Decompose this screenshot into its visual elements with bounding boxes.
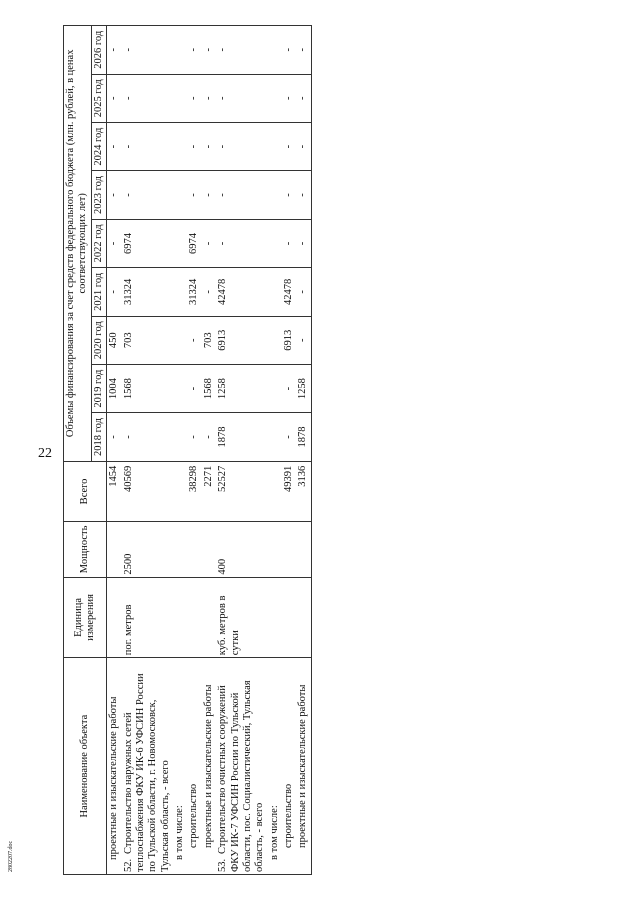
year-value-cell: 31324: [122, 268, 174, 316]
year-value-cell: 1258: [296, 364, 311, 412]
year-value-cell: -: [202, 219, 216, 267]
year-value-cell: -: [216, 74, 268, 122]
rotated-table-wrapper: [63, 25, 633, 875]
year-value-cell: [268, 316, 282, 364]
unit-cell: пог. метров: [122, 577, 174, 658]
table-row: [282, 26, 296, 875]
year-value-cell: -: [296, 219, 311, 267]
unit-cell: [282, 577, 296, 658]
total-cell: 52527: [216, 461, 268, 521]
header-year: 2018 год: [91, 413, 106, 461]
year-value-cell: -: [282, 74, 296, 122]
year-value-cell: 703: [202, 316, 216, 364]
object-name-cell: [202, 658, 216, 875]
table-body: [107, 26, 312, 875]
year-value-cell: [268, 171, 282, 219]
header-row-1: [64, 26, 92, 875]
table-row: [173, 26, 187, 875]
capacity-cell: 400: [216, 522, 268, 577]
year-value-cell: -: [187, 122, 201, 170]
object-name: проектные и изыскательские работы: [202, 684, 214, 848]
footer-filename: 2802207.doc: [8, 840, 14, 872]
table-row: [202, 26, 216, 875]
year-value-cell: [173, 413, 187, 461]
year-value-cell: -: [187, 364, 201, 412]
year-value-cell: -: [296, 316, 311, 364]
year-value-cell: [173, 316, 187, 364]
year-value-cell: 1878: [216, 413, 268, 461]
object-name-cell: [122, 658, 174, 875]
capacity-cell: 2500: [122, 522, 174, 577]
year-value-cell: -: [296, 268, 311, 316]
object-name: в том числе:: [174, 805, 185, 860]
year-value-cell: -: [122, 74, 174, 122]
year-value-cell: -: [107, 74, 122, 122]
table-row: [187, 26, 201, 875]
object-name-cell: [268, 658, 282, 875]
unit-cell: [296, 577, 311, 658]
year-value-cell: -: [122, 26, 174, 75]
header-unit: Единица измерения: [64, 577, 107, 658]
object-name-cell: [296, 658, 311, 875]
unit-cell: [187, 577, 201, 658]
year-value-cell: -: [282, 364, 296, 412]
year-value-cell: [268, 26, 282, 75]
year-value-cell: 1878: [296, 413, 311, 461]
year-value-cell: 6913: [216, 316, 268, 364]
object-name: Строительство наружных сетей теплоснабжения ФКУ ИК-6 УФСИН России по Тульской области, г. Новомосковск, Тульская область, - всего: [122, 673, 171, 872]
year-value-cell: [173, 364, 187, 412]
unit-cell: [202, 577, 216, 658]
year-value-cell: [268, 413, 282, 461]
capacity-cell: [187, 522, 201, 577]
header-funding: Объемы финансирования за счет средств федерального бюджета (млн. рублей, в ценах соответствующих лет): [64, 26, 92, 462]
year-value-cell: -: [282, 122, 296, 170]
header-year: 2020 год: [91, 316, 106, 364]
object-name: проектные и изыскательские работы: [297, 684, 309, 848]
year-value-cell: -: [122, 171, 174, 219]
capacity-cell: [282, 522, 296, 577]
object-name-cell: [216, 658, 268, 875]
object-name: Строительство очистных сооружений ФКУ ИК-7 УФСИН России по Тульской области, пос. Социалистический, Тульская область, - всего: [217, 680, 266, 872]
total-cell: 3136: [296, 461, 311, 521]
year-value-cell: 1568: [122, 364, 174, 412]
year-value-cell: -: [202, 26, 216, 75]
year-value-cell: [268, 219, 282, 267]
year-value-cell: -: [187, 413, 201, 461]
year-value-cell: -: [282, 171, 296, 219]
funding-table: [63, 25, 312, 875]
header-year: 2026 год: [91, 26, 106, 75]
year-value-cell: 703: [122, 316, 174, 364]
unit-cell: [268, 577, 282, 658]
year-value-cell: -: [107, 413, 122, 461]
year-value-cell: -: [202, 74, 216, 122]
header-year: 2023 год: [91, 171, 106, 219]
capacity-cell: [173, 522, 187, 577]
year-value-cell: -: [202, 413, 216, 461]
year-value-cell: 6974: [187, 219, 201, 267]
year-value-cell: -: [296, 171, 311, 219]
object-name: строительство: [188, 783, 200, 848]
year-value-cell: -: [282, 413, 296, 461]
total-cell: 2271: [202, 461, 216, 521]
year-value-cell: -: [296, 122, 311, 170]
year-value-cell: -: [216, 171, 268, 219]
table-row: [107, 26, 122, 875]
year-value-cell: 1568: [202, 364, 216, 412]
total-cell: 38298: [187, 461, 201, 521]
year-value-cell: 450: [107, 316, 122, 364]
header-year: 2019 год: [91, 364, 106, 412]
capacity-cell: [296, 522, 311, 577]
year-value-cell: -: [216, 122, 268, 170]
year-value-cell: -: [107, 122, 122, 170]
unit-cell: [107, 577, 122, 658]
table-row: [296, 26, 311, 875]
year-value-cell: [268, 364, 282, 412]
unit-cell: куб. метров в сутки: [216, 577, 268, 658]
year-value-cell: -: [187, 171, 201, 219]
object-name: проектные и изыскательские работы: [108, 696, 120, 860]
year-value-cell: [173, 26, 187, 75]
object-name: строительство: [283, 783, 294, 848]
row-number: 52.: [122, 858, 134, 872]
year-value-cell: -: [282, 219, 296, 267]
table-row: [268, 26, 282, 875]
capacity-cell: [202, 522, 216, 577]
year-value-cell: -: [122, 413, 174, 461]
total-cell: 40569: [122, 461, 174, 521]
object-name-cell: [107, 658, 122, 875]
year-value-cell: 1004: [107, 364, 122, 412]
year-value-cell: -: [296, 74, 311, 122]
year-value-cell: 1258: [216, 364, 268, 412]
year-value-cell: -: [216, 219, 268, 267]
header-object-name: Наименование объекта: [64, 658, 107, 875]
year-value-cell: -: [187, 26, 201, 75]
total-cell: 49391: [282, 461, 296, 521]
header-total: Всего: [64, 461, 107, 521]
year-value-cell: 6974: [122, 219, 174, 267]
object-name-cell: [173, 658, 187, 875]
capacity-cell: [107, 522, 122, 577]
unit-cell: [173, 577, 187, 658]
year-value-cell: [173, 122, 187, 170]
capacity-cell: [268, 522, 282, 577]
header-year: 2024 год: [91, 122, 106, 170]
row-number: 53.: [217, 858, 229, 872]
year-value-cell: 6913: [282, 316, 296, 364]
year-value-cell: -: [107, 268, 122, 316]
year-value-cell: -: [187, 316, 201, 364]
year-value-cell: [173, 171, 187, 219]
header-year: 2025 год: [91, 74, 106, 122]
year-value-cell: [173, 219, 187, 267]
year-value-cell: [268, 122, 282, 170]
page-number: 22: [38, 446, 52, 461]
year-value-cell: -: [202, 268, 216, 316]
header-year: 2022 год: [91, 219, 106, 267]
year-value-cell: -: [296, 26, 311, 75]
year-value-cell: -: [107, 171, 122, 219]
header-capacity: Мощность: [64, 522, 107, 577]
table-row: [122, 26, 174, 875]
year-value-cell: [173, 268, 187, 316]
year-value-cell: -: [122, 122, 174, 170]
total-cell: [173, 461, 187, 521]
year-value-cell: -: [187, 74, 201, 122]
year-value-cell: -: [202, 171, 216, 219]
object-name-cell: [282, 658, 296, 875]
year-value-cell: -: [216, 26, 268, 75]
year-value-cell: -: [202, 122, 216, 170]
year-value-cell: 31324: [187, 268, 201, 316]
year-value-cell: -: [282, 26, 296, 75]
year-value-cell: 42478: [216, 268, 268, 316]
object-name: в том числе:: [268, 805, 280, 860]
year-value-cell: 42478: [282, 268, 296, 316]
year-value-cell: [268, 268, 282, 316]
year-value-cell: -: [107, 219, 122, 267]
year-value-cell: -: [107, 26, 122, 75]
year-value-cell: [173, 74, 187, 122]
table-row: [216, 26, 268, 875]
total-cell: [268, 461, 282, 521]
year-value-cell: [268, 74, 282, 122]
total-cell: 1454: [107, 461, 122, 521]
object-name-cell: [187, 658, 201, 875]
header-year: 2021 год: [91, 268, 106, 316]
